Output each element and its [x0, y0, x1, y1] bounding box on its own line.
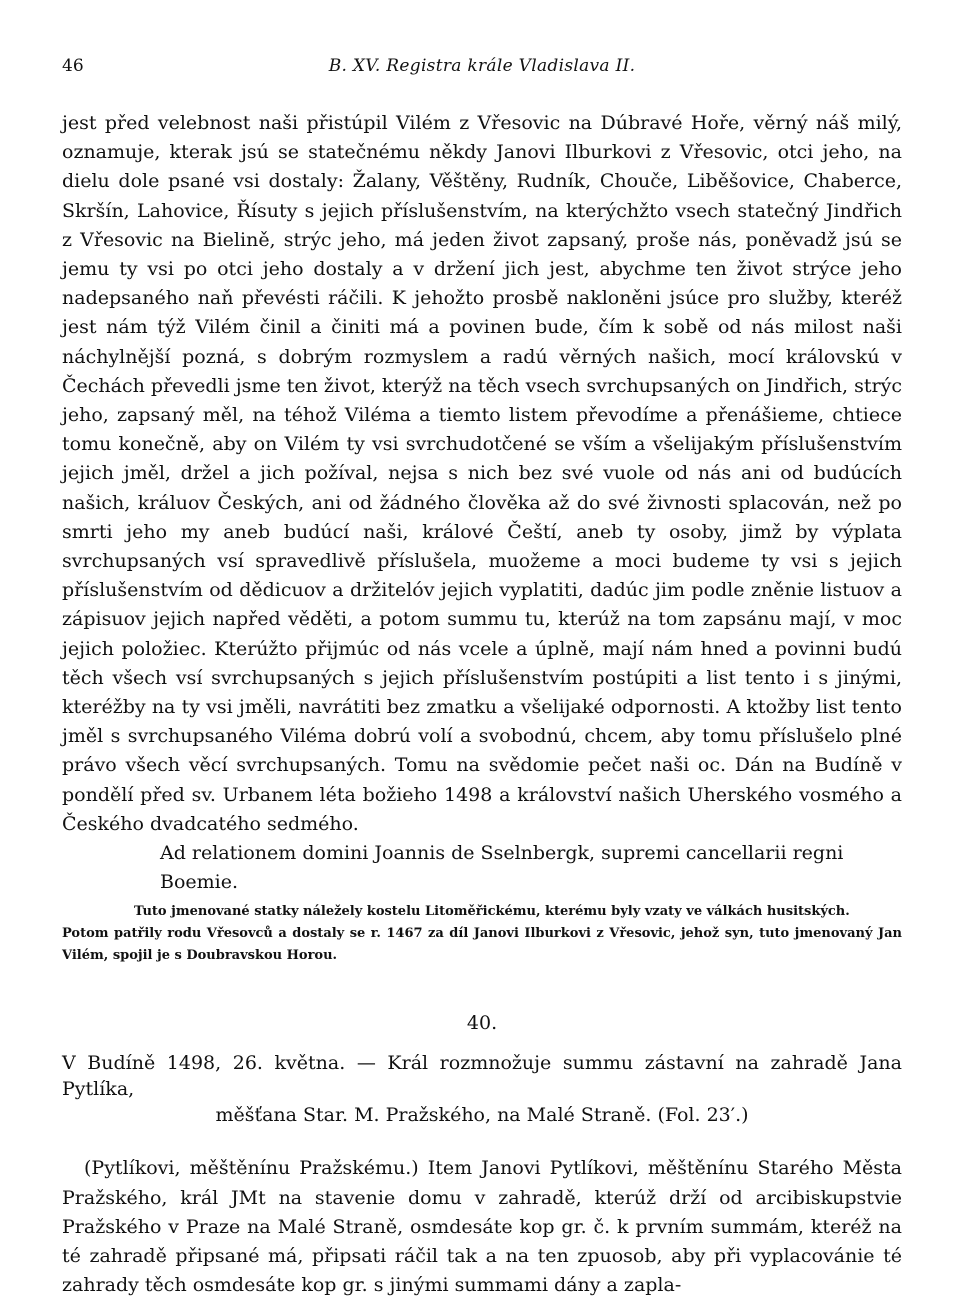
document-40-number: 40.: [466, 1012, 498, 1035]
page: [62, 56, 902, 1301]
document-39-text: jest před velebnost naši přistúpil Vilém z Vřesovic na Dúbravé Hoře, věrný náš milý, oznamuje, kterak jsú se statečnému někdy Janovi Ilburkovi z Vřesovic, otci jeho, na dielu dole psané vsi dostaly: Žalany, Věštěny, Rudník, Chouče, Liběšovice, Chaberce, Skršín, Lahovice, Řísuty s jejich příslušenstvím, na kterýchžto vsech statečný Jindřich z Vřesovic na Bielině, strýc jeho, má jeden život zapsaný, proše nás, poněvadž jsú se jemu ty vsi po otci jeho dostaly a v držení jich jest, abychme ten život strýce jeho nadepsaného naň převésti ráčili. K jehožto prosbě nakloněni jsúce pro služby, kteréž jest nám týž Vilém činil a činiti má a povinen bude, čím k sobě od nás milost naši náchylnější pozná, s dobrým rozmyslem a radú věrných našich, mocí královskú v Čechách převedli jsme ten život, kterýž na těch vsech svrchupsaných on Jindřich, strýc jeho, zapsaný měl, na téhož Viléma a tiemto listem převodíme a přenášieme, chtiece tomu konečně, aby on Vilém ty vsi svrchudotčené se vším a všelijakým příslušenstvím jejich jměl, držel a jich požíval, nejsa s nich bez své vuole od nás ani od budúcích našich, králuov Českých, ani od žádného člověka až do své živnosti splacován, než po smrti jeho my aneb budúcí naši, králové Čeští, aneb ty osoby, jimž by výplata svrchupsaných vsí spravedlivě příslušela, muožeme a moci budeme ty vsi s jejich příslušenstvím od dědicuov a držitelóv jejich vyplatiti, dadúc jim podle zněnie listuov a zápisuov jejich napřed věděti, a potom summu tu, kterúž na tom zapsánu mají, v moc jejich položiec. Kterúžto přijmúc od nás vcele a úplně, mají nám hned a povinni budú těch všech vsí svrchupsaných s jejich příslušenstvím postúpiti a list tento i s jinými, kteréžby na ty vsi jměli, navrátiti bez zmatku a všelijaké odpornosti. A ktožby list tento jměl s svrchupsaného Viléma dobrú volí a svobodnú, chcem, aby tomu příslušelo plné právo všech věcí svrchupsaných. Tomu na svědomie pečet naši oc. Dán na Budíně v pondělí před sv. Urbanem léta božieho 1498 a království našich Uherského vosmého a Českého dvadcatého sedmého.: [62, 112, 902, 835]
footnote-line-1: Tuto jmenované statky náležely kostelu Litoměřickému, kterému byly vzaty ve válkách husitských.: [134, 904, 850, 920]
document-40-text: (Pytlíkovi, měštěnínu Pražskému.) Item Janovi Pytlíkovi, měštěnínu Starého Města Pražského, král JMt na stavenie domu v zahradě, kterúž drží od arcibiskupstvie Pražského v Praze na Malé Straně, osmdesáte kop gr. č. k prvním summám, kteréž na té zahradě připsané má, připsati ráčil tak a na ten zpuosob, aby při vyplacovánie té zahrady těch osmdesáte kop gr. s jinými summami dány a zapla-: [62, 1157, 902, 1297]
running-title: B. XV. Registra krále Vladislava II.: [328, 56, 636, 76]
document-40-body: [62, 1154, 902, 1300]
document-39-body: [62, 109, 902, 839]
document-40-regest: [62, 1050, 902, 1128]
page-header: [62, 56, 902, 86]
regest-line-2: měšťana Star. M. Pražského, na Malé Straně. (Fol. 23′.): [215, 1104, 749, 1127]
document-39-signature: Ad relationem domini Joannis de Sselnbergk, supremi cancellarii regni Boemie.: [160, 842, 844, 894]
page-number: 46: [62, 56, 84, 76]
footnote-rest: Potom patřily rodu Vřesovců a dostaly se r. 1467 za díl Janovi Ilburkovi z Vřesovic, jehož syn, tuto jmenovaný Jan Vilém, spojil je s Doubravskou Horou.: [62, 926, 902, 964]
footnote: [62, 901, 902, 967]
regest-line-1: V Budíně 1498, 26. května. — Král rozmnožuje summu zástavní na zahradě Jana Pytlíka,: [62, 1052, 902, 1101]
